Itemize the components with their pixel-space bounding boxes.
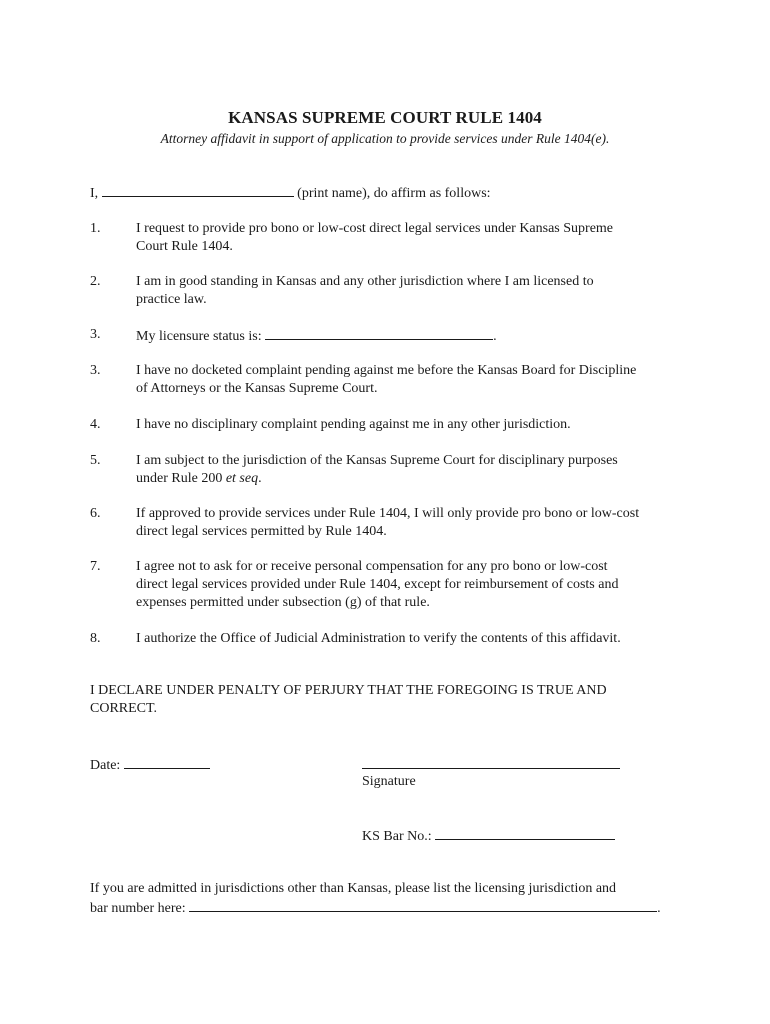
intro-suffix: (print name), do affirm as follows:	[297, 186, 491, 201]
item-text: practice law.	[136, 292, 207, 307]
item-text: Court Rule 1404.	[136, 239, 233, 254]
intro-line	[90, 183, 491, 203]
item-number: 1.	[90, 221, 101, 236]
item-text: expenses permitted under subsection (g) of that rule.	[136, 595, 430, 610]
item-text: .	[258, 471, 262, 486]
declaration-text: CORRECT.	[90, 701, 158, 716]
other-jurisdictions-field[interactable]	[189, 898, 657, 912]
item-text: My licensure status is:	[136, 329, 262, 344]
item-number: 2.	[90, 274, 101, 289]
item-text: under Rule 200	[136, 471, 223, 486]
document-subtitle: Attorney affidavit in support of application to provide services under Rule 1404(e).	[160, 131, 610, 146]
bar-number-label: KS Bar No.:	[362, 829, 432, 844]
item-text: I request to provide pro bono or low-cost direct legal services under Kansas Supreme	[136, 221, 614, 236]
item-number: 5.	[90, 453, 101, 468]
bar-number-row	[362, 826, 615, 846]
licensure-line	[136, 326, 696, 346]
item-number: 6.	[90, 506, 101, 521]
item-number: 4.	[90, 417, 101, 432]
item-number: 3.	[90, 363, 101, 378]
print-name-field[interactable]	[102, 183, 294, 197]
licensure-status-field[interactable]	[265, 326, 493, 340]
item-number: 7.	[90, 559, 101, 574]
other-jurisdictions-suffix: .	[657, 901, 661, 916]
other-jurisdictions-text: If you are admitted in jurisdictions other than Kansas, please list the licensing jurisdiction and	[90, 881, 617, 896]
document-title: KANSAS SUPREME COURT RULE 1404	[228, 108, 542, 127]
declaration-text: I DECLARE UNDER PENALTY OF PERJURY THAT THE FOREGOING IS TRUE AND	[90, 683, 607, 698]
signature-field[interactable]	[362, 768, 620, 769]
other-jurisdictions-row	[90, 898, 661, 918]
bar-number-field[interactable]	[435, 826, 615, 840]
date-label: Date:	[90, 758, 121, 773]
item-number: 3.	[90, 327, 101, 342]
date-field[interactable]	[124, 755, 210, 769]
date-row	[90, 755, 210, 775]
item-text-line	[136, 470, 696, 488]
other-jurisdictions-label: bar number here:	[90, 901, 186, 916]
item-text: I have no docketed complaint pending against me before the Kansas Board for Discipline	[136, 363, 637, 378]
item-text: .	[493, 329, 497, 344]
item-text: of Attorneys or the Kansas Supreme Court.	[136, 381, 378, 396]
item-text: I agree not to ask for or receive personal compensation for any pro bono or low-cost	[136, 559, 608, 574]
perjury-declaration	[90, 682, 607, 718]
item-text: If approved to provide services under Rule 1404, I will only provide pro bono or low-cost	[136, 506, 640, 521]
item-text: I am in good standing in Kansas and any other jurisdiction where I am licensed to	[136, 274, 594, 289]
intro-prefix: I,	[90, 186, 99, 201]
item-text: direct legal services permitted by Rule 1404.	[136, 524, 387, 539]
item-number: 8.	[90, 631, 101, 646]
item-text: I am subject to the jurisdiction of the Kansas Supreme Court for disciplinary purposes	[136, 453, 618, 468]
item-text-italic: et seq	[225, 471, 259, 486]
item-text: direct legal services provided under Rule 1404, except for reimbursement of costs and	[136, 577, 619, 592]
item-text: I authorize the Office of Judicial Administration to verify the contents of this affidavit.	[136, 631, 621, 646]
item-text: I have no disciplinary complaint pending against me in any other jurisdiction.	[136, 417, 571, 432]
signature-label: Signature	[362, 774, 416, 789]
